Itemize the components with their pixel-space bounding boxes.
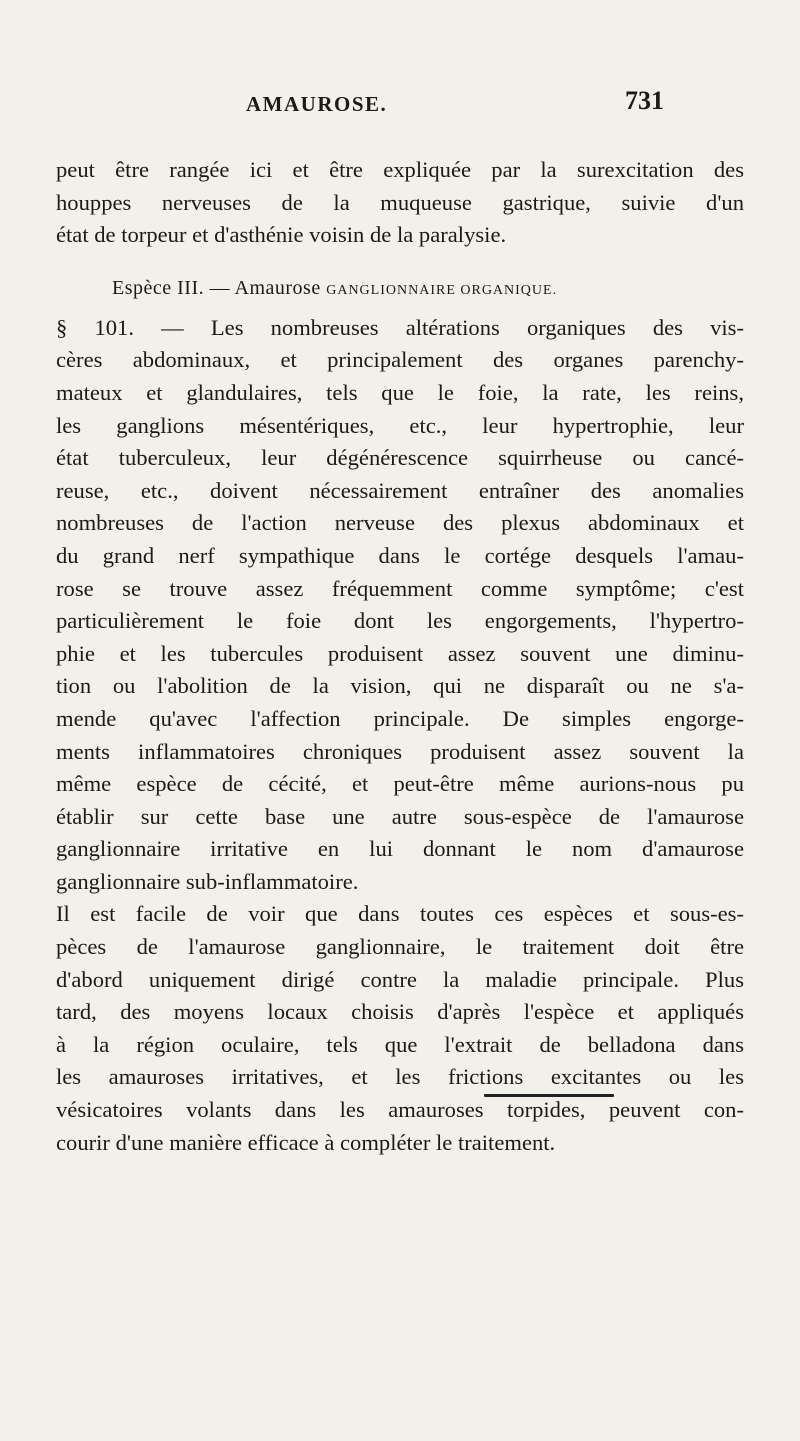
- text-line: état de torpeur et d'asthénie voisin de la paralysie.: [56, 222, 507, 248]
- section-heading-prefix: Espèce III. — Amaurose: [112, 276, 321, 299]
- text-line: mateux et glandulaires, tels que le foie, la rate, les reins,: [56, 379, 744, 405]
- text-line: houppes nerveuses de la muqueuse gastrique, suivie d'un: [56, 189, 744, 215]
- text-line: peut être rangée ici et être expliquée par la surexcitation des: [56, 157, 744, 182]
- text-line: état tuberculeux, leur dégénérescence squirrheuse ou cancé-: [56, 445, 744, 471]
- text-line: tard, des moyens locaux choisis d'après l'espèce et appliqués: [56, 999, 744, 1025]
- text-line: particulièrement le foie dont les engorgements, l'hypertro-: [56, 608, 744, 634]
- text-line: Il est facile de voir que dans toutes ces espèces et sous-es-: [56, 901, 744, 927]
- text-line: cères abdominaux, et principalement des organes parenchy-: [56, 347, 744, 373]
- closing-rule: [484, 1094, 614, 1097]
- text-line: pèces de l'amaurose ganglionnaire, le traitement doit être: [56, 934, 744, 960]
- text-line: d'abord uniquement dirigé contre la maladie principale. Plus: [56, 966, 744, 992]
- text-line: courir d'une manière efficace à compléter le traitement.: [56, 1129, 556, 1155]
- text-line: § 101. — Les nombreuses altérations organiques des vis-: [56, 314, 744, 340]
- paragraph-3: [56, 898, 744, 1159]
- running-title: AMAUROSE.: [246, 92, 388, 116]
- paragraph-1: [56, 154, 744, 252]
- text-line: à la région oculaire, tels que l'extrait de belladona dans: [56, 1031, 744, 1057]
- text-line: rose se trouve assez fréquemment comme symptôme; c'est: [56, 575, 744, 601]
- body-text: [56, 154, 744, 1159]
- text-line: du grand nerf sympathique dans le cortége desquels l'amau-: [56, 542, 744, 568]
- page-number: 731: [625, 86, 664, 115]
- text-line: les amauroses irritatives, et les frictions excitantes ou les: [56, 1064, 744, 1090]
- text-line: nombreuses de l'action nerveuse des plexus abdominaux et: [56, 510, 744, 536]
- text-line: établir sur cette base une autre sous-espèce de l'amaurose: [56, 803, 744, 829]
- text-line: ments inflammatoires chroniques produisent assez souvent la: [56, 738, 744, 764]
- text-line: vésicatoires volants dans les amauroses torpides, peuvent con-: [56, 1097, 744, 1123]
- text-line: reuse, etc., doivent nécessairement entraîner des anomalies: [56, 477, 744, 503]
- text-line: ganglionnaire sub-inflammatoire.: [56, 868, 359, 894]
- section-heading: [56, 272, 744, 312]
- text-line: tion ou l'abolition de la vision, qui ne disparaît ou ne s'a-: [56, 673, 744, 699]
- text-line: les ganglions mésentériques, etc., leur hypertrophie, leur: [56, 412, 744, 438]
- text-line: mende qu'avec l'affection principale. De simples engorge-: [56, 705, 744, 731]
- paragraph-2: [56, 312, 744, 899]
- text-line: ganglionnaire irritative en lui donnant le nom d'amaurose: [56, 836, 744, 862]
- text-line: même espèce de cécité, et peut-être même aurions-nous pu: [56, 771, 744, 797]
- text-line: phie et les tubercules produisent assez souvent une diminu-: [56, 640, 744, 666]
- section-heading-rest: GANGLIONNAIRE ORGANIQUE.: [326, 282, 558, 298]
